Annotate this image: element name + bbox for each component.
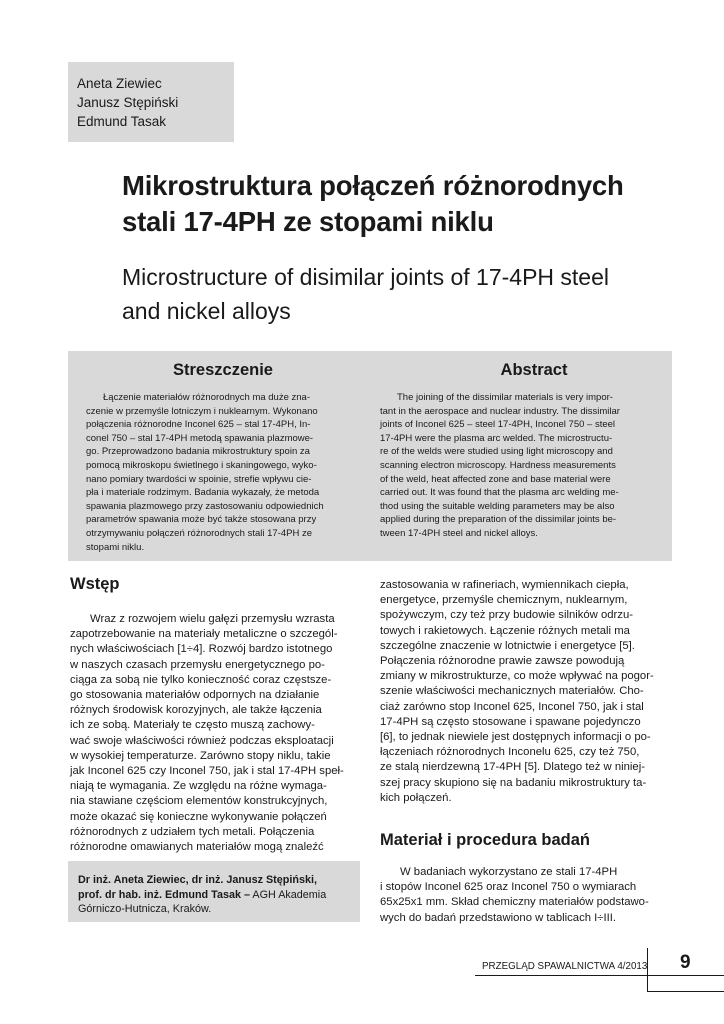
author-name: Edmund Tasak bbox=[77, 114, 167, 129]
abstract-line: of the weld, heat affected zone and base material were bbox=[380, 473, 611, 485]
abstract-line: tween 17-4PH steel and nickel alloys. bbox=[380, 527, 538, 539]
body-line: Wraz z rozwojem wielu gałęzi przemysłu wzrasta bbox=[90, 613, 335, 625]
abstract-line: joints of Inconel 625 – steel 17-4PH, Inconel 750 – steel bbox=[380, 419, 616, 431]
streszczenie-line: conel 750 – stal 17-4PH metodą spawania plazmowe- bbox=[86, 432, 314, 444]
affiliation-names: prof. dr hab. inż. Edmund Tasak – bbox=[78, 888, 250, 901]
streszczenie-line: go. Przeprowadzono badania mikrostruktury spoin za bbox=[86, 446, 310, 458]
body-line: różnorodnych z udziałem tych metali. Połączenia bbox=[70, 825, 315, 838]
body-line: szczególne znaczenie w lotnictwie i energetyce [5]. bbox=[380, 639, 635, 652]
body-line: ze stalą nierdzewną 17-4PH [5]. Dlatego też w niniej- bbox=[380, 761, 645, 774]
wstep-body bbox=[70, 612, 360, 855]
body-line: W badaniach wykorzystano ze stali 17-4PH bbox=[400, 866, 618, 878]
author-name: Aneta Ziewiec bbox=[77, 76, 162, 91]
affiliation-line: Górniczo-Hutnicza, Kraków. bbox=[78, 903, 212, 915]
body-line: nia stawiane częściom elementów konstrukcyjnych, bbox=[70, 795, 328, 808]
abstract-line: re of the welds were studied using light microscopy and bbox=[380, 446, 613, 458]
title-polish-line: Mikrostruktura połączeń różnorodnych bbox=[122, 170, 624, 201]
abstract-heading: Abstract bbox=[500, 361, 568, 379]
streszczenie-line: połączenia różnorodne Inconel 625 – stal 17-4PH, In- bbox=[86, 419, 311, 431]
body-line: 17-4PH są często stosowane i spawane pojedynczo bbox=[380, 715, 641, 728]
body-line: szenie właściwości mechanicznych materiałów. Cho- bbox=[380, 685, 644, 698]
body-line: jak Inconel 625 czy Inconel 750, jak i stal 17-4PH speł- bbox=[70, 765, 344, 778]
streszczenie-line: otrzymywaniu połączeń różnorodnych stali 17-4PH ze bbox=[86, 527, 312, 539]
journal-name: PRZEGLĄD SPAWALNICTWA 4/2013 bbox=[482, 961, 648, 972]
body-line: kich połączeń. bbox=[380, 791, 452, 804]
body-line: towych i rakietowych. Łączenie różnych metali ma bbox=[380, 624, 630, 637]
streszczenie-line: pomocą mikroskopu świetlnego i skaningowego, wyko- bbox=[86, 459, 317, 471]
body-line: go stosowania materiałów odpornych na działanie bbox=[70, 689, 320, 702]
section-heading-wstep: Wstęp bbox=[70, 575, 120, 593]
streszczenie-line: czenie w przemyśle lotniczym i nuklearnym. Wykonano bbox=[86, 405, 318, 417]
streszczenie-line: spawania plazmowego przy zastosowaniu odpowiednich bbox=[86, 500, 324, 512]
body-line: różnych środowisk korozyjnych, ale także łączenia bbox=[70, 704, 322, 717]
abstract-line: scanning electron microscopy. Hardness measurements bbox=[380, 459, 616, 471]
body-line: ciąga za sobą nie tylko konieczność coraz częstsze- bbox=[70, 673, 332, 686]
body-line: i stopów Inconel 625 oraz Inconel 750 o wymiarach bbox=[380, 881, 637, 894]
body-line: spożywczym, czy też przy budowie silników odrzu- bbox=[380, 609, 634, 622]
streszczenie-heading: Streszczenie bbox=[173, 361, 273, 379]
body-line: zmiany w mikrostrukturze, co może wpływać na pogor- bbox=[380, 670, 654, 683]
affiliation-box bbox=[68, 861, 360, 922]
wstep-continued bbox=[380, 578, 675, 806]
body-line: ich ze sobą. Materiały te często muszą zachowy- bbox=[70, 719, 315, 732]
body-line: Połączenia różnorodne prawie zawsze powodują bbox=[380, 655, 625, 668]
abstract-band bbox=[68, 351, 672, 561]
body-line: różnorodne omawianych materiałów mogą znaleźć bbox=[70, 841, 324, 854]
body-line: może okazać się konieczne wykonywanie połączeń bbox=[70, 810, 327, 823]
title-english-line: and nickel alloys bbox=[122, 298, 291, 324]
body-line: energetyce, przemyśle chemicznym, nuklearnym, bbox=[380, 594, 628, 607]
body-line: [6], to jednak niewiele jest dostępnych informacji o po- bbox=[380, 731, 651, 744]
section-heading-material: Materiał i procedura badań bbox=[380, 831, 590, 849]
material-body bbox=[380, 865, 675, 926]
title-english-line: Microstructure of disimilar joints of 17-4PH steel bbox=[122, 264, 609, 290]
body-line: w wysokiej temperaturze. Zarówno stopy niklu, takie bbox=[70, 749, 331, 762]
body-line: nych właściwościach [1÷4]. Rozwój bardzo istotnego bbox=[70, 643, 333, 656]
streszczenie-line: pła i materiale rodzimym. Badania wykazały, że metoda bbox=[86, 487, 320, 499]
abstract-line: carried out. It was found that the plasma arc welding me- bbox=[380, 487, 619, 499]
body-line: wych do badań przedstawiono w tablicach I÷III. bbox=[380, 911, 617, 924]
page-number: 9 bbox=[680, 952, 691, 973]
title-english bbox=[122, 260, 702, 328]
authors-box bbox=[68, 62, 234, 142]
abstract-line: applied during the preparation of the dissimilar joints be- bbox=[380, 514, 617, 526]
affiliation-line bbox=[78, 888, 360, 903]
body-line: zapotrzebowanie na materiały metaliczne o szczegól- bbox=[70, 628, 338, 641]
abstract-line: 17-4PH were the plasma arc welded. The microstructu- bbox=[380, 432, 613, 444]
title-polish bbox=[122, 168, 702, 240]
title-polish-line: stali 17-4PH ze stopami niklu bbox=[122, 206, 494, 237]
affiliation-line: Dr inż. Aneta Ziewiec, dr inż. Janusz Stępiński, bbox=[78, 874, 317, 886]
abstract-line: thod using the suitable welding parameters may be also bbox=[380, 500, 615, 512]
streszczenie-line: stopami niklu. bbox=[86, 541, 145, 553]
streszczenie-line: parametrów spawania może być także stosowana przy bbox=[86, 514, 317, 526]
affiliation-institution: AGH Akademia bbox=[249, 888, 327, 901]
body-line: 65x25x1 mm. Skład chemiczny materiałów podstawo- bbox=[380, 896, 649, 909]
body-line: zastosowania w rafineriach, wymiennikach ciepła, bbox=[380, 579, 629, 591]
body-line: wać swoje właściwości również podczas eksploatacji bbox=[70, 734, 334, 747]
body-line: ciaż zarówno stop Inconel 625, Inconel 750, jak i stal bbox=[380, 700, 644, 713]
abstract-body bbox=[380, 391, 662, 541]
author-name: Janusz Stępiński bbox=[77, 95, 179, 110]
body-line: łączeniach różnorodnych Inconelu 625, czy też 750, bbox=[380, 746, 640, 759]
abstract-line: tant in the aerospace and nuclear industry. The dissimilar bbox=[380, 405, 620, 417]
abstract-line: The joining of the dissimilar materials is very impor- bbox=[397, 392, 613, 403]
body-line: niają te wymagania. Ze względu na różne wymaga- bbox=[70, 780, 327, 793]
body-line: w naszych czasach przemysłu energetycznego po- bbox=[70, 658, 325, 671]
streszczenie-body bbox=[86, 391, 363, 554]
streszczenie-line: nano pomiary twardości w spoinie, strefie wpływu cie- bbox=[86, 473, 312, 485]
streszczenie-line: Łączenie materiałów różnorodnych ma duże zna- bbox=[103, 392, 310, 403]
body-line: szej pracy skupiono się na badaniu mikrostruktury ta- bbox=[380, 776, 647, 789]
